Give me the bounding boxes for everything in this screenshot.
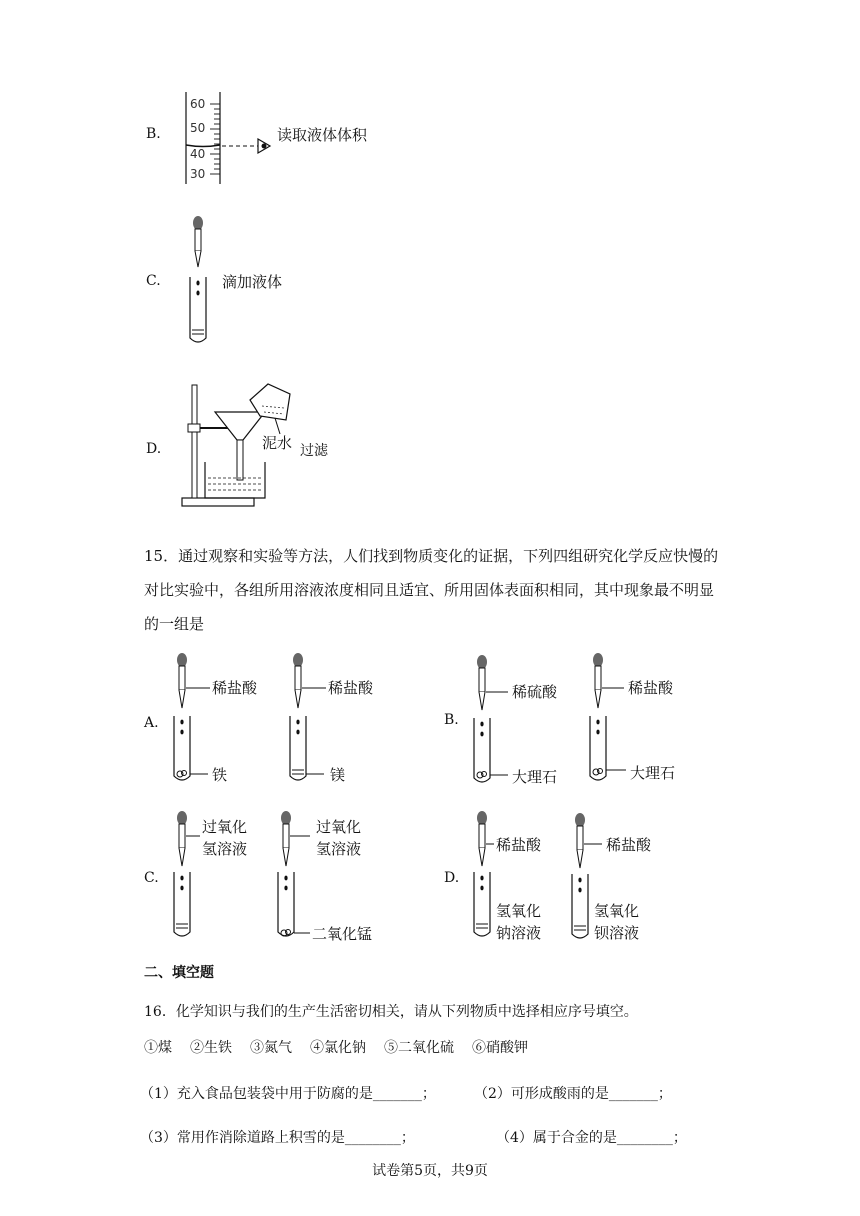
q15-option-d-figure bbox=[470, 808, 700, 948]
dropper-test-tube-figure bbox=[188, 215, 218, 350]
q16-option: ⑤二氧化硫 bbox=[384, 1040, 454, 1056]
option-b-text: 读取液体体积 bbox=[277, 126, 368, 144]
tick-50: 50 bbox=[190, 121, 206, 135]
option-c-label: C. bbox=[146, 273, 161, 289]
q16-option: ③氮气 bbox=[250, 1040, 292, 1056]
q16-part-2: （2）可形成酸雨的是_______； bbox=[474, 1086, 672, 1102]
svg-text:氢溶液: 氢溶液 bbox=[202, 840, 248, 858]
svg-text:过氧化: 过氧化 bbox=[202, 818, 248, 836]
mud-water-label: 泥水 bbox=[262, 434, 293, 452]
svg-text:大理石: 大理石 bbox=[630, 764, 676, 782]
q15-option-a-figure bbox=[170, 650, 374, 790]
q15-option-b-label: B. bbox=[444, 712, 459, 728]
svg-text:镁: 镁 bbox=[330, 766, 346, 784]
page-footer: 试卷第5页，共9页 bbox=[372, 1163, 488, 1179]
option-b-label: B. bbox=[146, 126, 161, 142]
question-15-stem: 15．通过观察和实验等方法，人们找到物质变化的证据，下列四组研究化学反应快慢的 对比实验中，各组所用溶液浓度相同且适宜、所用固体表面积相同，其中现象最不明显 的一组是 bbox=[144, 547, 719, 633]
svg-text:过氧化: 过氧化 bbox=[316, 818, 362, 836]
option-d-label: D. bbox=[146, 441, 162, 457]
svg-text:稀盐酸: 稀盐酸 bbox=[328, 679, 374, 697]
svg-text:稀硫酸: 稀硫酸 bbox=[512, 683, 558, 701]
graduated-cylinder-figure bbox=[180, 92, 280, 187]
q16-options-list bbox=[144, 1037, 528, 1057]
tick-40: 40 bbox=[190, 147, 206, 161]
svg-text:二氧化锰: 二氧化锰 bbox=[312, 925, 373, 943]
svg-text:稀盐酸: 稀盐酸 bbox=[606, 836, 652, 854]
q15-option-c-figure bbox=[170, 808, 400, 948]
q15-option-d-label: D. bbox=[444, 870, 460, 886]
q16-part-4: （4）属于合金的是________； bbox=[496, 1130, 687, 1146]
q16-option: ①煤 bbox=[144, 1040, 172, 1056]
section-heading: 二、填空题 bbox=[144, 965, 214, 981]
q16-option: ④氯化钠 bbox=[310, 1040, 366, 1056]
question-16-stem: 16．化学知识与我们的生产生活密切相关，请从下列物质中选择相应序号填空。 bbox=[144, 1004, 638, 1020]
option-d-text: 过滤 bbox=[300, 443, 328, 459]
q16-option: ⑥硝酸钾 bbox=[472, 1040, 528, 1056]
q15-option-c-label: C. bbox=[144, 870, 159, 886]
q16-part-3: （3）常用作消除道路上积雪的是________； bbox=[140, 1130, 415, 1146]
svg-text:氢氧化: 氢氧化 bbox=[496, 902, 542, 920]
q15-option-b-figure bbox=[470, 650, 700, 790]
svg-text:稀盐酸: 稀盐酸 bbox=[628, 679, 674, 697]
svg-text:稀盐酸: 稀盐酸 bbox=[496, 836, 542, 854]
tick-30: 30 bbox=[190, 167, 206, 181]
svg-text:钡溶液: 钡溶液 bbox=[594, 924, 640, 942]
svg-text:氢溶液: 氢溶液 bbox=[316, 840, 362, 858]
q16-option: ②生铁 bbox=[190, 1040, 232, 1056]
option-c-text: 滴加液体 bbox=[222, 273, 283, 291]
q15-option-a-label: A. bbox=[144, 715, 159, 731]
q16-part-1: （1）充入食品包装袋中用于防腐的是_______； bbox=[140, 1086, 436, 1102]
tick-60: 60 bbox=[190, 97, 206, 111]
svg-text:钠溶液: 钠溶液 bbox=[496, 924, 542, 942]
svg-text:铁: 铁 bbox=[212, 766, 228, 784]
svg-text:大理石: 大理石 bbox=[512, 768, 558, 786]
svg-text:稀盐酸: 稀盐酸 bbox=[212, 679, 258, 697]
svg-text:氢氧化: 氢氧化 bbox=[594, 902, 640, 920]
